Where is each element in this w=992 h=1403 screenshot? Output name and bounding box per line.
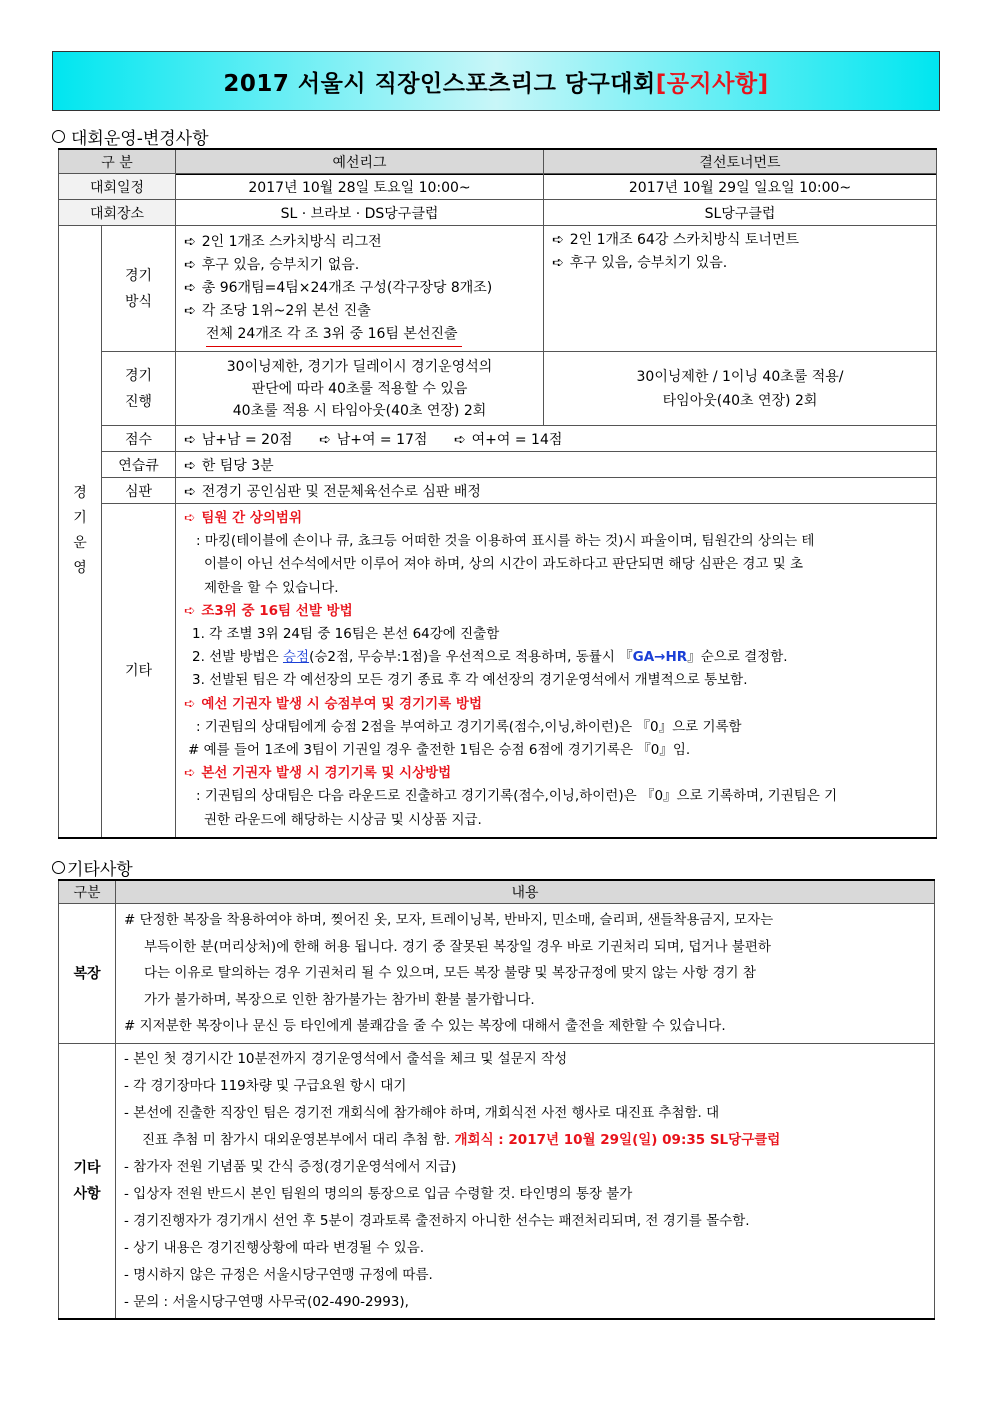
operation-body-table: [58, 173, 937, 839]
score-values: ➪ 남+남 = 20점 ➪ 남+여 = 17점 ➪ 여+여 = 14점: [176, 426, 937, 452]
arrow-right-outline-icon: ➪: [184, 233, 196, 250]
etc-content: ➪ 팀원 간 상의범위 : 마킹(테이블에 손이나 큐, 쵸크등 어떠한 것을 이용하여 표시를 하는 것)시 파울이며, 팀원간의 상의는 테 이블이 아닌 선수석에서만 이루어 져야 하며, 상의 시간이 과도하다고 판단되면 해당 심판은 경고 및 초 제한을 할 수 있습니다. ➪ 조3위 중 16팀 선발 방법 1. 각 조별 3위 24팀 중 16팀은 본선 64강에 진출함 2. 선발 방법은 승점(승2점, 무승부:1점)을 우선적으로 적용하며, 동률시 『GA→HR』순으로 결정함. 3. 선발된 팀은 각 예선장의 모든 경기 종료 후 각 예선장의 경기운영석에서 개별적으로 통보함. ➪ 예선 기권자 발생 시 승점부여 및 경기기록 방법 : 기권팀의 상대팀에게 승점 2점을 부여하고 경기기록(점수,이닝,하이런)은 『0』으로 기록함 # 예를 들어 1조에 3팀이 기권일 경우 출전한 1팀은 승점 6점에 경기기록은 『0』임. ➪ 본선 기권자 발생 시 경기기록 및 시상방법 : 기권팀의 상대팀은 다음 라운드로 진출하고 경기기록(점수,이닝,하이런)은 『0』으로 기록하며, 기권팀은 기 권한 라운드에 해당하는 시상금 및 시상품 지급.: [176, 504, 937, 838]
etc-heading-2: ➪ 조3위 중 16팀 선발 방법: [184, 602, 353, 619]
table-row-venue: [59, 200, 937, 226]
opening-ceremony-note: 개회식 : 2017년 10월 29일(일) 09:35 SL당구클럽: [454, 1131, 781, 1148]
table-header-row: [59, 149, 937, 174]
table-header-row: [59, 880, 935, 904]
group-label-operation: 경기운영: [59, 226, 102, 838]
method-underlined-note: 전체 24개조 각 조 3위 중 16팀 본선진출: [206, 323, 462, 347]
row-label-progress: 경기 진행: [102, 352, 176, 426]
header-content: 내용: [116, 880, 935, 904]
title-notice: [공지사항]: [655, 70, 769, 97]
section-heading-text: 대회운영-변경사항: [71, 129, 209, 149]
section-heading-text: 기타사항: [67, 860, 133, 880]
row-label-practice: 연습큐: [102, 452, 176, 478]
operation-table: [58, 148, 937, 175]
progress-final: 30이닝제한 / 1이닝 40초룰 적용/ 타임아웃(40초 연장) 2회: [544, 352, 937, 426]
row-label-referee: 심판: [102, 478, 176, 504]
venue-final: SL당구클럽: [544, 200, 937, 226]
row-label-score: 점수: [102, 426, 176, 452]
circle-icon: [52, 861, 65, 874]
list-item: ➪ 후구 있음, 승부치기 없음.: [184, 256, 360, 273]
list-item: ➪ 후구 있음, 승부치기 있음.: [552, 255, 728, 271]
list-item: ➪ 2인 1개조 64강 스카치방식 토너먼트: [552, 232, 799, 248]
table-row-score: [59, 426, 937, 452]
circle-icon: [52, 130, 65, 143]
title-main: 2017 서울시 직장인스포츠리그 당구대회: [223, 70, 656, 97]
section-heading-other: [52, 855, 133, 880]
arrow-right-outline-icon: ➪: [184, 279, 196, 296]
table-row-referee: [59, 478, 937, 504]
etc-heading-4: ➪ 본선 기권자 발생 시 경기기록 및 시상방법: [184, 765, 452, 782]
table-row-etc: [59, 504, 937, 838]
list-item: ➪ 각 조당 1위~2위 본선 진출: [184, 302, 371, 319]
venue-prelim: SL · 브라보 · DS당구클럽: [176, 200, 544, 226]
row-label-venue: 대회장소: [59, 200, 176, 226]
header-category: 구 분: [59, 149, 176, 174]
other-content: - 본인 첫 경기시간 10분전까지 경기운영석에서 출석을 체크 및 설문지 작성 - 각 경기장마다 119차량 및 구급요원 항시 대기 - 본선에 진출한 직장인 팀은 경기전 개회식에 참가해야 하며, 개회식전 사전 행사로 대진표 추첨함. 대 진표 추첨 미 참가시 대외운영본부에서 대리 추첨 함. 개회식 : 2017년 10월 29일(일) 09:35 SL당구클럽 - 참가자 전원 기념품 및 간식 증정(경기운영석에서 지급) - 입상자 전원 반드시 본인 팀원의 명의의 통장으로 입금 수령할 것. 타인명의 통장 불가 - 경기진행자가 경기개시 선언 후 5분이 경과토록 출전하지 아니한 선수는 패전처리되며, 전 경기를 몰수함. - 상기 내용은 경기진행상황에 따라 변경될 수 있음. - 명시하지 않은 규정은 서울시당구연맹 규정에 따름. - 문의 : 서울시당구연맹 사무국(02-490-2993),: [116, 1043, 935, 1319]
table-row-dress: [59, 904, 935, 1044]
page-title: [52, 51, 940, 111]
other-table: [58, 879, 935, 1320]
arrow-right-outline-icon: ➪: [184, 431, 196, 448]
section-heading-operation: [52, 124, 209, 149]
arrow-right-outline-icon: ➪: [184, 256, 196, 273]
header-final: 결선토너먼트: [544, 149, 937, 174]
table-row-method: [59, 226, 937, 352]
table-row-other: [59, 1043, 935, 1319]
progress-prelim: 30이닝제한, 경기가 딜레이시 경기운영석의 판단에 따라 40초룰 적용할 수 있음 40초룰 적용 시 타임아웃(40초 연장) 2회: [176, 352, 544, 426]
table-row-date: [59, 174, 937, 200]
method-prelim: [176, 226, 544, 352]
arrow-right-outline-icon: ➪: [318, 431, 331, 448]
dress-content: # 단정한 복장을 착용하여야 하며, 찢어진 옷, 모자, 트레이닝복, 반바지, 민소매, 슬리퍼, 샌들착용금지, 모자는 부득이한 분(머리상처)에 한해 허용 됩니다. 경기 중 잘못된 복장일 경우 바로 기권처리 되며, 덥거나 불편하 다는 이유로 탈의하는 경우 기권처리 될 수 있으며, 모든 복장 불량 및 복장규정에 맞지 않는 사항 경기 참 가가 불가하며, 복장으로 인한 참가불가는 참가비 환불 불가합니다. # 지저분한 복장이나 문신 등 타인에게 불쾌감을 줄 수 있는 복장에 대해서 출전을 제한할 수 있습니다.: [116, 904, 935, 1044]
practice-value: ➪ 한 팀당 3분: [176, 452, 937, 478]
arrow-right-outline-icon: ➪: [184, 457, 196, 474]
row-label-other: 기타 사항: [59, 1043, 116, 1319]
table-row-progress: [59, 352, 937, 426]
arrow-right-outline-icon: ➪: [184, 695, 196, 712]
arrow-right-outline-icon: ➪: [184, 302, 196, 319]
arrow-right-outline-icon: ➪: [552, 255, 564, 271]
referee-value: ➪ 전경기 공인심판 및 전문체육선수로 심판 배정: [176, 478, 937, 504]
arrow-right-outline-icon: ➪: [184, 602, 196, 619]
date-final: 2017년 10월 29일 일요일 10:00~: [544, 174, 937, 200]
etc-heading-3: ➪ 예선 기권자 발생 시 승점부여 및 경기기록 방법: [184, 695, 483, 712]
method-final: [544, 226, 937, 352]
header-prelim: 예선리그: [176, 149, 544, 174]
table-row-practice: [59, 452, 937, 478]
arrow-right-outline-icon: ➪: [184, 765, 196, 782]
arrow-right-outline-icon: ➪: [552, 232, 564, 248]
list-item: ➪ 2인 1개조 스카치방식 리그전: [184, 233, 382, 250]
row-label-dress: 복장: [59, 904, 116, 1044]
etc-heading-1: ➪ 팀원 간 상의범위: [184, 510, 303, 526]
header-category: 구분: [59, 880, 116, 904]
row-label-etc: 기타: [102, 504, 176, 838]
arrow-right-outline-icon: ➪: [184, 510, 196, 526]
row-label-method: 경기 방식: [102, 226, 176, 352]
row-label-date: 대회일정: [59, 174, 176, 200]
arrow-right-outline-icon: ➪: [453, 431, 466, 448]
arrow-right-outline-icon: ➪: [184, 483, 196, 500]
list-item: ➪ 총 96개팀=4팀×24개조 구성(각구장당 8개조): [184, 279, 493, 296]
date-prelim: 2017년 10월 28일 토요일 10:00~: [176, 174, 544, 200]
